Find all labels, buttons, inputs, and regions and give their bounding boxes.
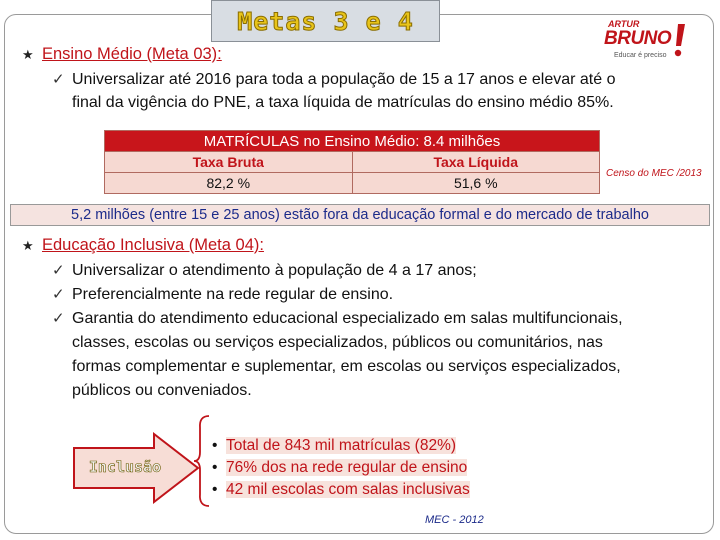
slide-title-box [211,0,440,42]
stat-item: • Total de 843 mil matrículas (82%) [212,437,457,454]
stat-text-1: Total de 843 mil matrículas (82%) [226,437,457,454]
section1-item-line1: Universalizar até 2016 para toda a população de 15 a 17 anos e elevar até o [72,71,616,88]
matriculas-header: MATRÍCULAS no Ensino Médio: 8.4 milhões [105,131,600,152]
star-icon: ★ [22,47,34,62]
inclusao-stats [212,435,470,501]
inclusao-label: Inclusão [88,458,162,476]
left-brace-icon [193,414,211,508]
taxa-bruta-label: Taxa Bruta [105,152,353,173]
taxa-liquida-value: 51,6 % [352,173,600,194]
section2-item3-line2: classes, escolas ou serviços especializados, públicos ou comunitários, nas [72,334,603,351]
dropout-notice: 5,2 milhões (entre 15 e 25 anos) estão fora da educação formal e do mercado de trabalho [10,204,710,226]
exclamation-icon [670,22,688,58]
check-icon: ✓ [52,262,65,279]
section1-heading-text: Ensino Médio (Meta 03): [42,45,222,63]
taxa-bruta-value: 82,2 % [105,173,353,194]
section2-heading-text: Educação Inclusiva (Meta 04): [42,236,264,254]
section2-item3-line4: públicos ou conveniados. [72,382,252,399]
census-source: Censo do MEC /2013 [606,168,702,179]
stat-text-2: 76% dos na rede regular de ensino [226,459,468,476]
section2-item3-line1: Garantia do atendimento educacional especializado em salas multifuncionais, [72,310,623,327]
slide-title: Metas 3 e 4 [237,6,414,36]
stat-item: • 42 mil escolas com salas inclusivas [212,481,470,498]
matriculas-table [104,130,600,194]
check-icon: ✓ [52,310,65,327]
logo-tagline: Educar é preciso [614,52,667,59]
mec-source: MEC - 2012 [425,514,484,526]
logo-line2: BRUNO [604,28,672,49]
section1-item-line2: final da vigência do PNE, a taxa líquida de matrículas do ensino médio 85%. [72,94,614,111]
section2-heading [42,235,264,256]
check-icon: ✓ [52,286,65,303]
section2-item2: Preferencialmente na rede regular de ensino. [72,286,394,303]
artur-bruno-logo [598,16,690,64]
logo-line1: ARTUR [608,19,640,29]
taxa-liquida-label: Taxa Líquida [352,152,600,173]
stat-item: • 76% dos na rede regular de ensino [212,459,468,476]
star-icon: ★ [22,238,34,253]
check-icon: ✓ [52,71,65,88]
section1-heading [42,44,222,65]
section2-item3-line3: formas complementar e suplementar, em escolas ou serviços especializados, [72,358,621,375]
section2-item1: Universalizar o atendimento à população de 4 a 17 anos; [72,262,477,279]
stat-text-3: 42 mil escolas com salas inclusivas [226,481,470,498]
